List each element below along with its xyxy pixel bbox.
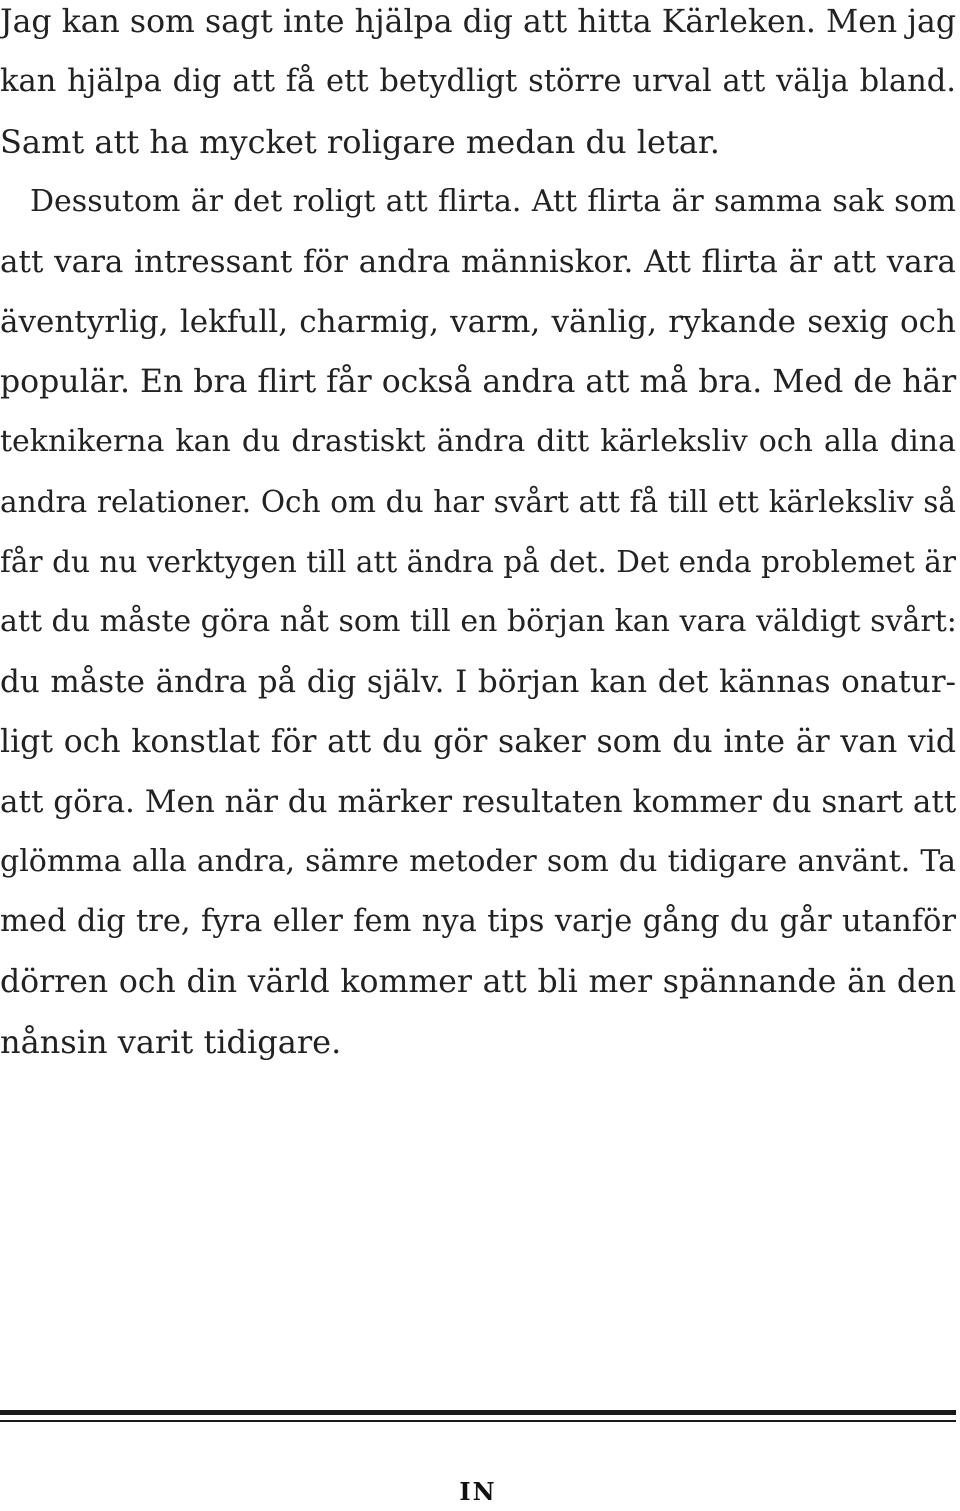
text-line-8: teknikerna kan du drastiskt ändra ditt kärleksliv och alla dina	[0, 424, 956, 459]
text-line-18: nånsin varit tidigare.	[0, 1023, 342, 1061]
text-line-6: äventyrlig, lekfull, charmig, varm, vänlig, rykande sexig och	[0, 304, 956, 340]
text-line-1: Jag kan som sagt inte hjälpa dig att hitta Kärleken. Men jag	[0, 4, 956, 40]
text-line-13: ligt och konstlat för att du gör saker som du inte är van vid	[0, 724, 956, 760]
text-line-7: populär. En bra flirt får också andra att må bra. Med de här	[0, 364, 957, 400]
text-line-10: får du nu verktygen till att ändra på det. Det enda problemet är	[0, 545, 956, 579]
text-line-2: kan hjälpa dig att få ett betydligt större urval att välja bland.	[0, 64, 956, 99]
text-line-16: med dig tre, fyra eller fem nya tips varje gång du går utanför	[0, 904, 956, 939]
text-line-15: glömma alla andra, sämre metoder som du tidigare använt. Ta	[0, 844, 956, 879]
text-line-9: andra relationer. Och om du har svårt att få till ett kärleksliv så	[0, 485, 956, 519]
text-line-14: att göra. Men när du märker resultaten kommer du snart att	[0, 784, 957, 820]
text-line-5: att vara intressant för andra människor. Att flirta är att vara	[0, 244, 956, 280]
footer-rule-thick	[0, 1410, 956, 1415]
footer-rule-thin	[0, 1420, 956, 1422]
text-line-11: att du måste göra nåt som till en början kan vara väldigt svårt:	[0, 604, 957, 639]
footer-mark: IN	[459, 1477, 497, 1506]
text-line-17: dörren och din värld kommer att bli mer spännande än den	[0, 964, 956, 1000]
text-line-12: du måste ändra på dig själv. I början kan det kännas onatur-	[0, 664, 956, 700]
text-line-4: Dessutom är det roligt att flirta. Att flirta är samma sak som	[30, 184, 956, 219]
text-line-3: Samt att ha mycket roligare medan du letar.	[0, 123, 720, 161]
